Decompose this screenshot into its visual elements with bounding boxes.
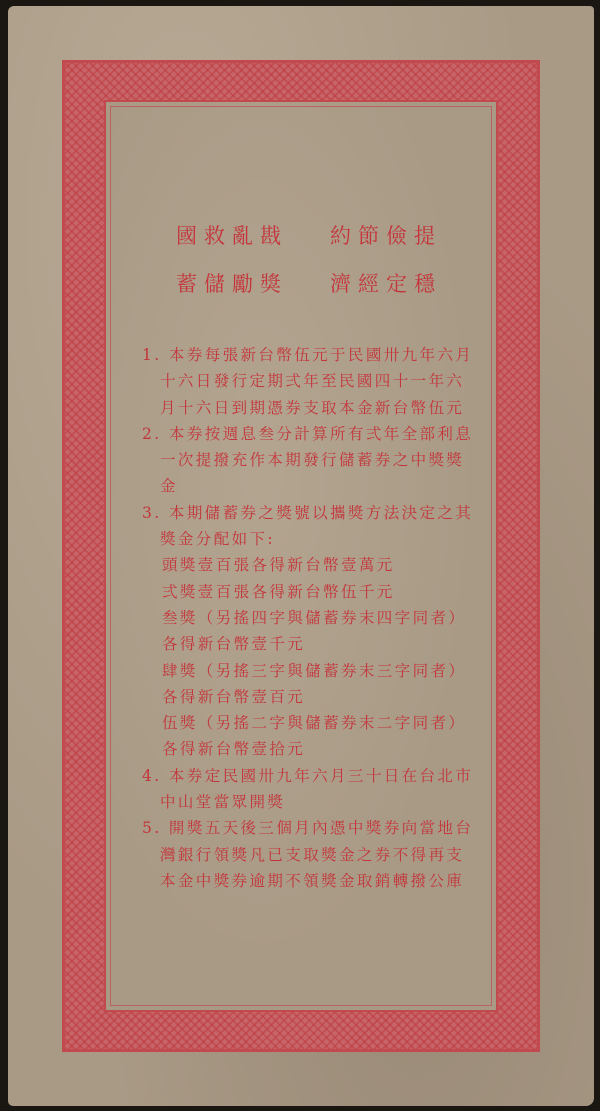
clause-line: 一次提撥充作本期發行儲蓄券之中獎獎 (160, 451, 465, 470)
clause-line: 5. 開獎五天後三個月內憑中獎券向當地台 (142, 819, 474, 838)
slogan-top-right: 約節儉提 (330, 224, 442, 248)
clause-line: 本金中獎券逾期不領獎金取銷轉撥公庫 (160, 871, 465, 890)
clause-line: 3. 本期儲蓄券之獎號以攜獎方法決定之其 (142, 503, 474, 522)
prize-line: 弍獎壹百張各得新台幣伍千元 (162, 582, 395, 601)
prize-line: 各得新台幣壹千元 (162, 635, 306, 654)
clause-line: 1. 本券每張新台幣伍元于民國卅九年六月 (142, 346, 474, 364)
slogan-bottom-right: 濟經定穩 (330, 272, 442, 296)
prize-line: 叁獎（另搖四字與儲蓄券末四字同者） (162, 608, 467, 627)
prize-line: 頭獎壹百張各得新台幣壹萬元 (162, 556, 395, 575)
prize-line: 各得新台幣壹百元 (162, 687, 306, 706)
clause-line: 十六日發行定期弍年至民國四十一年六 (160, 372, 465, 391)
prize-line: 各得新台幣壹拾元 (162, 740, 306, 759)
clause-line: 金 (160, 477, 178, 496)
clause-line: 2. 本券按週息叁分計算所有弍年全部利息 (142, 424, 474, 443)
terms-text (142, 342, 482, 894)
prize-line: 伍獎（另搖二字與儲蓄券末二字同者） (162, 714, 467, 733)
prize-line: 肆獎（另搖三字與儲蓄券末三字同者） (162, 661, 467, 680)
slogan-top-left: 國救亂戡 (176, 224, 288, 248)
clause-line: 4. 本券定民國卅九年六月三十日在台北市 (142, 766, 474, 785)
clause-line: 獎金分配如下: (160, 530, 276, 549)
clause-line: 中山堂當眾開獎 (160, 793, 286, 812)
clause-line: 月十六日到期憑券支取本金新台幣伍元 (160, 398, 465, 417)
clause-line: 灣銀行領獎凡已支取獎金之券不得再支 (160, 845, 465, 864)
slogan-bottom-left: 蓄儲勵獎 (176, 272, 288, 296)
